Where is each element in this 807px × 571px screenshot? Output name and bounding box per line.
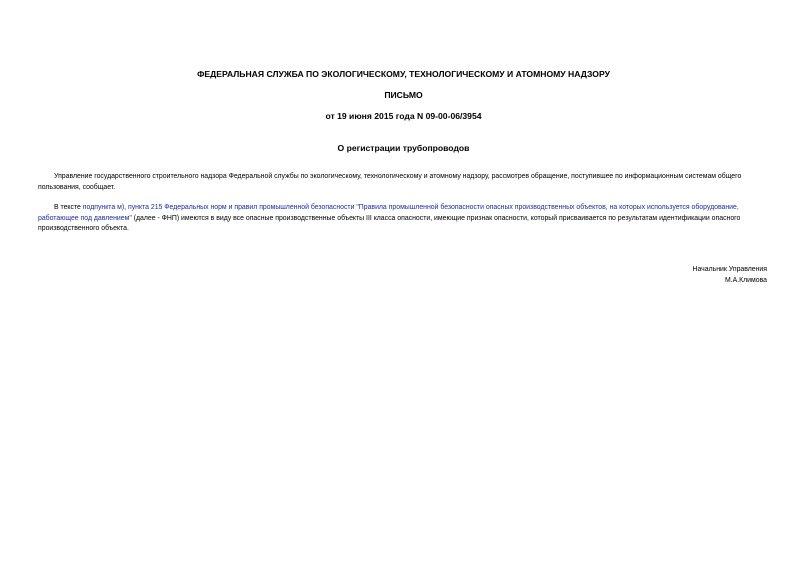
signatory-position: Начальник Управления (692, 266, 767, 273)
fnp-reference-link[interactable]: подпункта м), пункта 215 Федеральных норм и правил промышленной безопасности "Правила промышленной безопасности опасных производственных объектов, на которых используется оборудование, работающее под давлением" (38, 204, 739, 222)
signature-block (693, 265, 767, 286)
document-type: ПИСЬМО (384, 90, 423, 100)
signatory-name: М.А.Климова (724, 276, 767, 284)
paragraph-2-lead-text: В тексте (54, 204, 83, 211)
body-paragraph-1: Управление государственного строительного надзора Федеральной службы по экологическому, технологическому и атомному надзору, рассмотрев обращение, поступившее по информационным системам общего пользования, сообщает. (38, 173, 742, 191)
paragraph-2-trail-text: (далее - ФНП) имеются в виду все опасные производственные объекты III класса опасности, имеющие признак опасности, который присваивается по результатам идентификации опасного производственного объекта. (38, 214, 741, 233)
body-paragraph-2 (38, 203, 770, 235)
document-date-number: от 19 июня 2015 года N 09-00-06/3954 (325, 111, 482, 121)
organization-title: ФЕДЕРАЛЬНАЯ СЛУЖБА ПО ЭКОЛОГИЧЕСКОМУ, ТЕХНОЛОГИЧЕСКОМУ И АТОМНОМУ НАДЗОРУ (197, 69, 610, 79)
document-subject: О регистрации трубопроводов (337, 143, 470, 153)
